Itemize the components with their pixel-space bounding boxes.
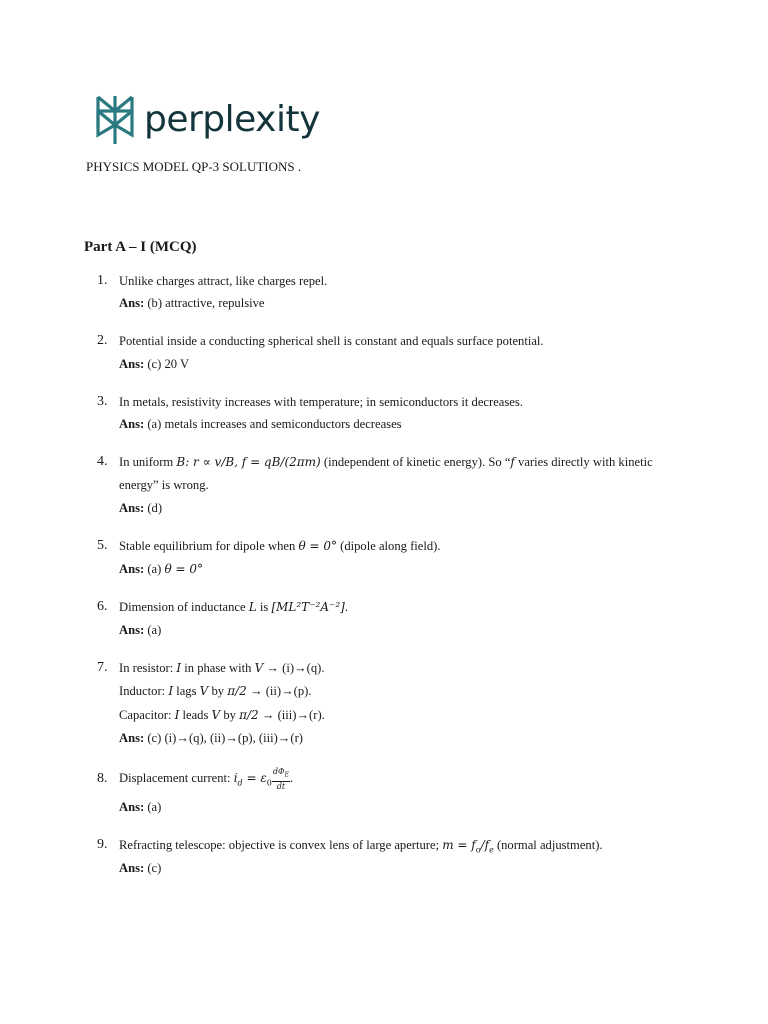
math-subscript: e [489, 845, 494, 855]
question-text: Potential inside a conducting spherical shell is constant and equals surface potential. [119, 334, 544, 348]
text-run: Dimension of inductance [119, 600, 249, 614]
question-text [119, 660, 324, 676]
answer-text: (b) attractive, repulsive [144, 296, 265, 310]
question-text [119, 767, 293, 795]
text-run: by [208, 684, 228, 698]
answer-line [119, 561, 203, 577]
question-number: 4. [97, 454, 108, 469]
math-variable: V [254, 661, 264, 675]
math-subscript: 0 [266, 778, 272, 788]
math-expression: π/2 [239, 708, 259, 722]
question-number: 5. [97, 538, 108, 553]
answer-label: Ans: [119, 501, 145, 515]
answer-text: (c) [144, 861, 162, 875]
answer-label: Ans: [119, 562, 145, 576]
answer-line [119, 416, 402, 432]
math-expression: [ML²T⁻²A⁻²] [271, 600, 345, 614]
text-run: Stable equilibrium for dipole when [119, 539, 299, 553]
text-run: lags [173, 684, 200, 698]
answer-label: Ans: [119, 623, 145, 637]
perplexity-wordmark: perplexity [144, 99, 320, 140]
question-number: 6. [97, 599, 108, 614]
question-text [119, 837, 603, 859]
math-variable: I [168, 684, 174, 698]
text-run: is [256, 600, 272, 614]
text-run: varies directly with kinetic [514, 455, 653, 469]
answer-label: Ans: [119, 800, 145, 814]
answer-text: (a) [144, 562, 165, 576]
question-number: 3. [97, 394, 108, 409]
text-run: → (i)→(q). [263, 661, 325, 675]
text-run: by [220, 708, 240, 722]
question-text-continued [119, 707, 325, 723]
math-expression: /f [480, 838, 490, 852]
math-variable: I [174, 708, 180, 722]
question-text-continued: energy” is wrong. [119, 478, 209, 492]
text-run: In resistor: [119, 661, 177, 675]
answer-line [119, 860, 161, 876]
answer-line [119, 500, 162, 516]
question-text [119, 599, 348, 615]
answer-label: Ans: [119, 861, 145, 875]
text-run: Displacement current: [119, 771, 234, 786]
question-number: 2. [97, 333, 108, 348]
document-subtitle: PHYSICS MODEL QP-3 SOLUTIONS . [86, 159, 302, 174]
answer-text: (c) (i)→(q), (ii)→(p), (iii)→(r) [144, 731, 303, 745]
math-variable: V [211, 708, 221, 722]
math-subscript: d [237, 778, 243, 788]
text-run: (independent of kinetic energy). So “ [320, 455, 511, 469]
math-expression: B: r ∝ v/B, f = qB/(2πm) [176, 455, 321, 469]
math-expression: θ = 0° [164, 562, 204, 576]
math-expression: π/2 [227, 684, 247, 698]
math-variable: f [510, 455, 515, 469]
answer-line [119, 799, 161, 815]
text-run: (dipole along field). [336, 539, 441, 553]
text-run: leads [179, 708, 212, 722]
answer-line [119, 622, 161, 638]
answer-line [119, 356, 189, 372]
math-expression: θ = 0° [298, 539, 337, 553]
math-expression: = ε [242, 771, 267, 786]
math-variable: L [248, 600, 257, 614]
numerator-text: dΦ [272, 767, 285, 776]
text-run: in phase with [181, 661, 255, 675]
answer-label: Ans: [119, 731, 145, 745]
answer-text: (a) metals increases and semiconductors decreases [144, 417, 402, 431]
text-run: (normal adjustment). [493, 838, 603, 852]
answer-text: (c) 20 V [144, 357, 190, 371]
math-fraction [272, 767, 290, 792]
question-text-continued [119, 683, 312, 699]
math-expression: m = f [442, 838, 476, 852]
answer-text: (a) [144, 800, 162, 814]
fraction-numerator [272, 767, 290, 782]
question-text: In metals, resistivity increases with temperature; in semiconductors it decreases. [119, 395, 523, 409]
question-text [119, 538, 441, 554]
fraction-denominator: dt [276, 781, 286, 791]
math-variable: i [233, 771, 238, 786]
answer-label: Ans: [119, 357, 145, 371]
numerator-subscript: E [284, 771, 289, 779]
text-run: . [289, 771, 294, 786]
answer-line [119, 295, 265, 311]
answer-text: (d) [144, 501, 163, 515]
text-run: Inductor: [119, 684, 169, 698]
math-variable: I [176, 661, 182, 675]
text-run: → (ii)→(p). [246, 684, 312, 698]
text-run: Capacitor: [119, 708, 175, 722]
section-title: Part A – I (MCQ) [84, 239, 197, 255]
question-text [119, 454, 653, 470]
question-number: 9. [97, 837, 108, 852]
perplexity-logo [94, 94, 320, 146]
answer-text: (a) [144, 623, 162, 637]
question-number: 7. [97, 660, 108, 675]
question-number: 8. [97, 771, 108, 786]
text-run: Refracting telescope: objective is convex lens of large aperture; [119, 838, 443, 852]
text-run: . [344, 600, 348, 614]
answer-line [119, 730, 303, 746]
math-variable: V [199, 684, 209, 698]
answer-label: Ans: [119, 417, 145, 431]
question-text: Unlike charges attract, like charges repel. [119, 274, 328, 288]
text-run: In uniform [119, 455, 177, 469]
answer-label: Ans: [119, 296, 145, 310]
math-subscript: o [475, 845, 481, 855]
perplexity-icon [94, 95, 136, 145]
text-run: → (iii)→(r). [258, 708, 325, 722]
question-number: 1. [97, 273, 108, 288]
